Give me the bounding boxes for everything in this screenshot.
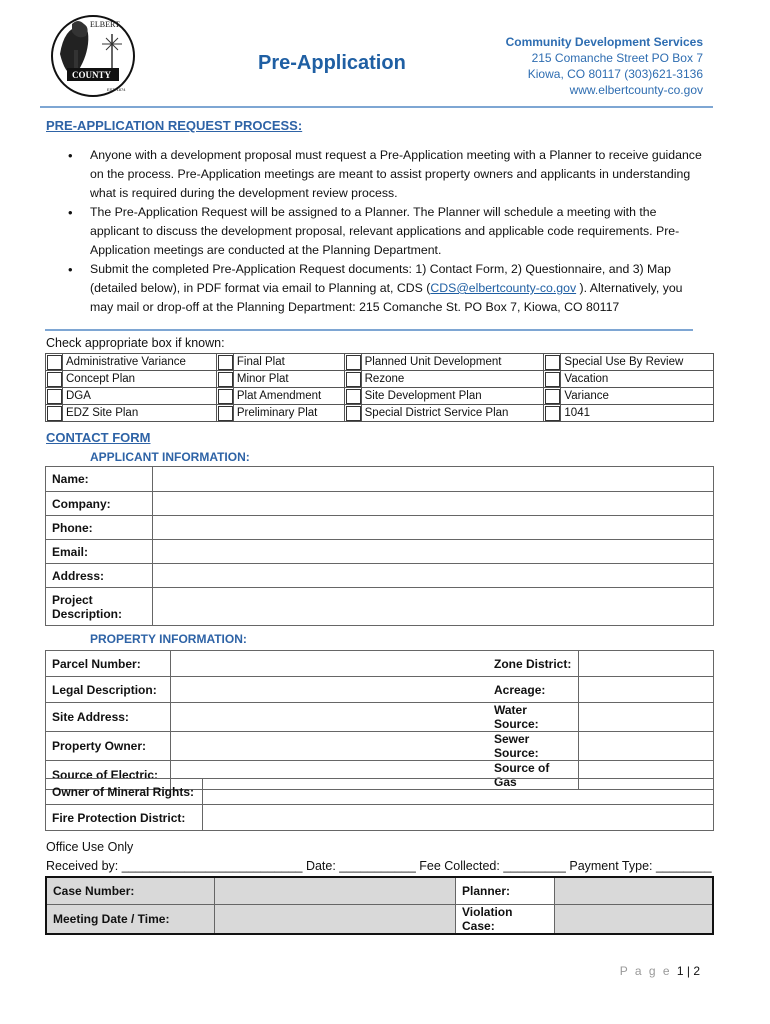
- property-info-heading: PROPERTY INFORMATION:: [90, 632, 247, 646]
- type-checkbox-cell[interactable]: [216, 371, 233, 388]
- violation-case-field[interactable]: [555, 905, 714, 935]
- applicant-info-heading: APPLICANT INFORMATION:: [90, 450, 250, 464]
- office-address-block: [506, 34, 703, 98]
- header-divider: [40, 106, 713, 108]
- property-field-input[interactable]: [579, 651, 714, 677]
- applicant-field-input[interactable]: [153, 564, 714, 588]
- type-checkbox-cell[interactable]: [216, 405, 233, 422]
- type-label: Vacation: [561, 371, 714, 388]
- applicant-field-label: Name:: [46, 467, 153, 492]
- page-number: [620, 964, 700, 978]
- type-checkbox[interactable]: [545, 372, 560, 387]
- type-checkbox-cell[interactable]: [544, 371, 561, 388]
- mineral-rights-field[interactable]: [203, 779, 714, 805]
- meeting-date-label: Meeting Date / Time:: [46, 905, 215, 935]
- type-label: EDZ Site Plan: [63, 405, 217, 422]
- type-checkbox[interactable]: [545, 355, 560, 370]
- applicant-field-input[interactable]: [153, 467, 714, 492]
- bullet-3-text-b: ). Alternatively, you may mail or drop-off at the Planning Department: 215 Comanche St. PO Box 7, Kiowa, CO 80117: [90, 281, 683, 314]
- applicant-info-table: [45, 466, 714, 626]
- type-checkbox-cell[interactable]: [544, 388, 561, 405]
- type-checkbox[interactable]: [47, 355, 62, 370]
- type-checkbox-cell[interactable]: [544, 405, 561, 422]
- process-bullet-3: [64, 260, 704, 317]
- type-checkbox[interactable]: [47, 389, 62, 404]
- fire-district-label: Fire Protection District:: [46, 805, 203, 831]
- property-field-label: Source of Gas: [488, 761, 579, 790]
- type-checkbox-cell[interactable]: [46, 371, 63, 388]
- property-field-input[interactable]: [171, 651, 489, 677]
- type-checkbox-cell[interactable]: [216, 388, 233, 405]
- property-field-input[interactable]: [171, 677, 489, 703]
- type-label: Plat Amendment: [233, 388, 344, 405]
- case-number-label: Case Number:: [46, 877, 215, 905]
- applicant-field-label: Address:: [46, 564, 153, 588]
- page-num: 1 | 2: [676, 964, 700, 978]
- applicant-field-input[interactable]: [153, 516, 714, 540]
- office-org: Community Development Services: [505, 35, 703, 49]
- type-label: Variance: [561, 388, 714, 405]
- meeting-date-field[interactable]: [215, 905, 456, 935]
- office-website[interactable]: www.elbertcounty-co.gov: [569, 83, 703, 97]
- property-field-label: Property Owner:: [46, 732, 171, 761]
- property-field-label: Site Address:: [46, 703, 171, 732]
- type-checkbox-cell[interactable]: [46, 405, 63, 422]
- type-checkbox[interactable]: [218, 355, 233, 370]
- office-street: 215 Comanche Street PO Box 7: [531, 51, 703, 65]
- property-field-input[interactable]: [579, 732, 714, 761]
- type-checkbox-cell[interactable]: [344, 371, 361, 388]
- type-checkbox[interactable]: [218, 406, 233, 421]
- bullet-3-text-a: Submit the completed Pre-Application Request documents: 1) Contact Form, 2) Questionnaire, and 3) Map (detailed below), in PDF format via email to Planning at, CDS (: [90, 262, 671, 295]
- violation-case-label: Violation Case:: [456, 905, 555, 935]
- office-use-block: [46, 838, 712, 876]
- mineral-fire-table: [45, 778, 714, 831]
- logo-est-text: EST. 1874: [107, 87, 126, 92]
- page-word: P a g e: [619, 964, 672, 978]
- type-label: Preliminary Plat: [233, 405, 344, 422]
- type-checkbox[interactable]: [346, 372, 361, 387]
- logo-bottom-text: COUNTY: [72, 70, 112, 80]
- applicant-field-input[interactable]: [153, 540, 714, 564]
- mineral-rights-label: Owner of Mineral Rights:: [46, 779, 203, 805]
- type-checkbox-cell[interactable]: [344, 388, 361, 405]
- type-checkbox-cell[interactable]: [46, 388, 63, 405]
- process-divider: [45, 329, 693, 331]
- type-checkbox[interactable]: [218, 372, 233, 387]
- type-label: Minor Plat: [233, 371, 344, 388]
- process-heading: PRE-APPLICATION REQUEST PROCESS:: [46, 118, 303, 133]
- type-checkbox[interactable]: [47, 406, 62, 421]
- type-label: Final Plat: [233, 354, 344, 371]
- type-checkbox[interactable]: [545, 406, 560, 421]
- cds-email-link[interactable]: CDS@elbertcounty-co.gov: [430, 281, 577, 295]
- process-bullet-1: • Anyone with a development proposal must request a Pre-Application meeting with a Planner to receive guidance on the process. Pre-Application meetings are meant to assist property owners and applicants in understanding what is required during the development review process.: [64, 146, 704, 203]
- applicant-field-input[interactable]: [153, 588, 714, 626]
- type-label: Special District Service Plan: [361, 405, 544, 422]
- type-label: Special Use By Review: [561, 354, 714, 371]
- type-checkbox[interactable]: [346, 355, 361, 370]
- type-label: 1041: [561, 405, 714, 422]
- process-bullet-2: • The Pre-Application Request will be assigned to a Planner. The Planner will schedule a meeting with the applicant to discuss the development proposal, relevant applications and applicable code requirements. Pre-Application meetings are conducted at the Planning Department.: [64, 203, 704, 260]
- process-bullets: [64, 146, 704, 317]
- property-field-input[interactable]: [579, 677, 714, 703]
- type-checkbox[interactable]: [346, 406, 361, 421]
- planner-label: Planner:: [456, 877, 555, 905]
- case-number-field[interactable]: [215, 877, 456, 905]
- type-checkbox-cell[interactable]: [46, 354, 63, 371]
- applicant-field-input[interactable]: [153, 492, 714, 516]
- applicant-field-label: Email:: [46, 540, 153, 564]
- property-field-label: Water Source:: [488, 703, 579, 732]
- type-label: Administrative Variance: [63, 354, 217, 371]
- type-checkbox-cell[interactable]: [344, 354, 361, 371]
- type-checkbox[interactable]: [346, 389, 361, 404]
- property-field-input[interactable]: [579, 703, 714, 732]
- fire-district-field[interactable]: [203, 805, 714, 831]
- type-checkbox[interactable]: [218, 389, 233, 404]
- contact-form-heading: CONTACT FORM: [46, 430, 151, 445]
- elbert-county-logo: [50, 14, 136, 98]
- logo-top-text: ELBERT: [90, 20, 120, 29]
- applicant-field-label: Project Description:: [46, 588, 153, 626]
- type-checkbox[interactable]: [545, 389, 560, 404]
- page-title: Pre-Application: [258, 52, 406, 74]
- property-field-label: Acreage:: [488, 677, 579, 703]
- office-city-phone: Kiowa, CO 80117 (303)621-3136: [527, 67, 703, 81]
- type-checkbox[interactable]: [47, 372, 62, 387]
- type-label: Site Development Plan: [361, 388, 544, 405]
- property-field-input[interactable]: [171, 732, 489, 761]
- type-checkbox-cell[interactable]: [544, 354, 561, 371]
- type-label: Planned Unit Development: [361, 354, 544, 371]
- applicant-field-label: Company:: [46, 492, 153, 516]
- property-info-table: [45, 650, 714, 790]
- office-use-table: [45, 876, 714, 935]
- planner-field[interactable]: [555, 877, 714, 905]
- property-field-label: Zone District:: [488, 651, 579, 677]
- type-label: Concept Plan: [63, 371, 217, 388]
- applicant-field-label: Phone:: [46, 516, 153, 540]
- property-field-label: Legal Description:: [46, 677, 171, 703]
- check-box-instruction: Check appropriate box if known:: [46, 336, 225, 350]
- office-use-label: Office Use Only: [46, 840, 134, 854]
- received-line: Received by: __________________________ Date: ___________ Fee Collected: _________ Payment Type: ________: [46, 859, 712, 873]
- property-field-label: Parcel Number:: [46, 651, 171, 677]
- type-checkbox-cell[interactable]: [216, 354, 233, 371]
- property-field-label: Source of Electric:: [46, 761, 171, 790]
- application-type-grid: [45, 353, 714, 422]
- type-label: Rezone: [361, 371, 544, 388]
- type-label: DGA: [63, 388, 217, 405]
- property-field-input[interactable]: [171, 703, 489, 732]
- property-field-label: Sewer Source:: [488, 732, 579, 761]
- type-checkbox-cell[interactable]: [344, 405, 361, 422]
